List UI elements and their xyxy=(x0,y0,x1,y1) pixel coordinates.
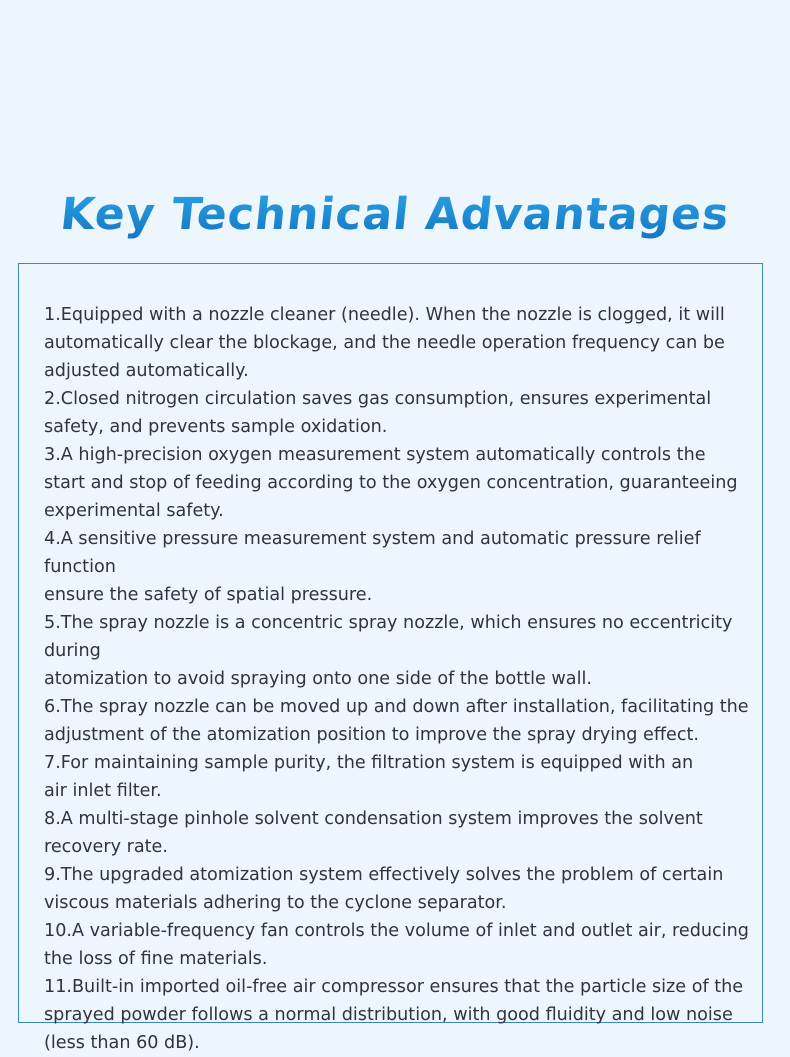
advantage-item: 8.A multi-stage pinhole solvent condensation system improves the solvent recovery rate. xyxy=(44,809,703,857)
advantage-item: 6.The spray nozzle can be moved up and down after installation, facilitating the adjustment of the atomization position to improve the spray drying effect. xyxy=(44,697,749,745)
page-title: Key Technical Advantages xyxy=(0,189,790,240)
advantage-item: 10.A variable-frequency fan controls the volume of inlet and outlet air, reducing the loss of fine materials. xyxy=(44,921,749,969)
advantage-item: 9.The upgraded atomization system effectively solves the problem of certain viscous materials adhering to the cyclone separator. xyxy=(44,865,724,913)
advantage-item: 7.For maintaining sample purity, the filtration system is equipped with an air inlet filter. xyxy=(44,753,694,801)
advantage-item: 1.Equipped with a nozzle cleaner (needle). When the nozzle is clogged, it will automatically clear the blockage, and the needle operation frequency can be adjusted automatically. xyxy=(44,305,725,381)
advantages-list xyxy=(44,301,764,1057)
advantage-item: 5.The spray nozzle is a concentric spray nozzle, which ensures no eccentricity during atomization to avoid spraying onto one side of the bottle wall. xyxy=(44,613,733,689)
advantage-item: 3.A high-precision oxygen measurement system automatically controls the start and stop of feeding according to the oxygen concentration, guaranteeing experimental safety. xyxy=(44,445,738,521)
advantage-item: 2.Closed nitrogen circulation saves gas consumption, ensures experimental safety, and prevents sample oxidation. xyxy=(44,389,712,437)
advantage-item: 4.A sensitive pressure measurement system and automatic pressure relief function ensure the safety of spatial pressure. xyxy=(44,529,701,605)
advantage-item: 11.Built-in imported oil-free air compressor ensures that the particle size of the sprayed powder follows a normal distribution, with good fluidity and low noise (less than 60 dB). xyxy=(44,977,744,1053)
